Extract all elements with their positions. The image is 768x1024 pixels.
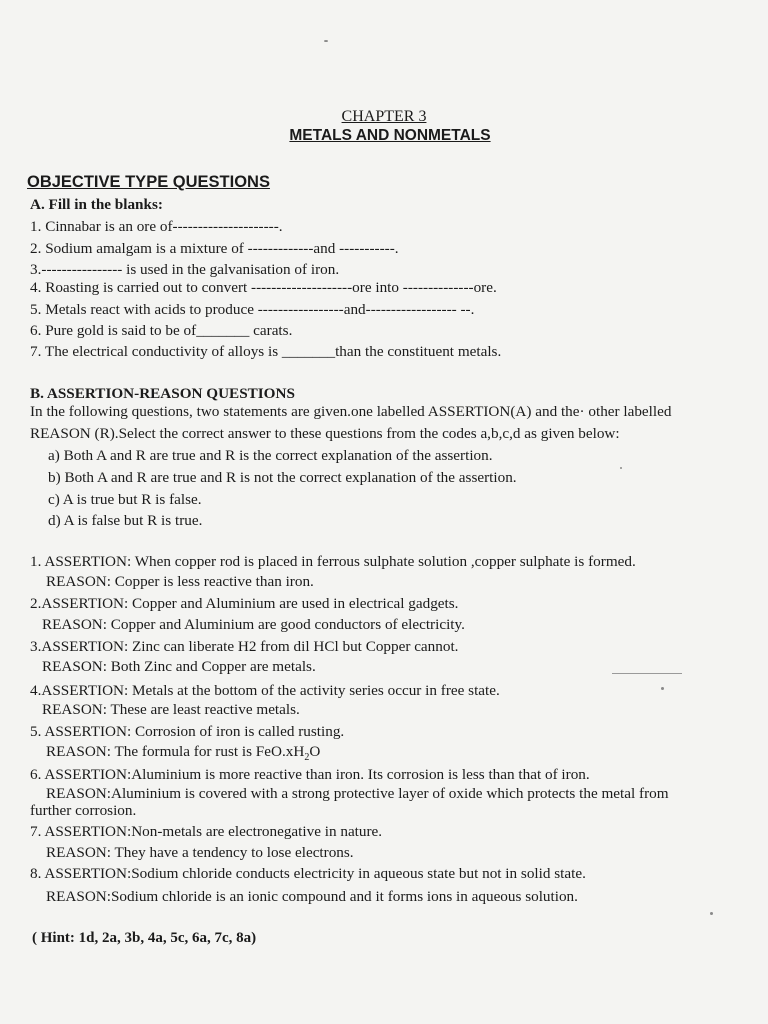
reason: REASON: These are least reactive metals.: [42, 701, 300, 718]
scan-speck: [324, 40, 328, 42]
reason: REASON: Both Zinc and Copper are metals.: [42, 658, 316, 675]
reason: [46, 743, 320, 767]
assertion: 3.ASSERTION: Zinc can liberate H2 from dil HCl but Copper cannot.: [30, 638, 459, 655]
reason-continuation: further corrosion.: [30, 802, 137, 819]
reason-text-end: O: [309, 743, 321, 760]
scan-speck: [661, 687, 664, 690]
fill-blank-item: 1. Cinnabar is an ore of---------------------.: [30, 218, 283, 235]
assertion: 5. ASSERTION: Corrosion of iron is called rusting.: [30, 723, 345, 740]
answer-code: d) A is false but R is true.: [48, 512, 203, 529]
assertion: 8. ASSERTION:Sodium chloride conducts electricity in aqueous state but not in solid state.: [30, 865, 586, 882]
answer-code: b) Both A and R are true and R is not the correct explanation of the assertion.: [48, 469, 517, 486]
fill-blank-item: 6. Pure gold is said to be of_______ carats.: [30, 322, 293, 339]
reason: REASON:Aluminium is covered with a strong protective layer of oxide which protects the metal from: [46, 785, 669, 802]
reason: REASON: Copper is less reactive than iron.: [46, 573, 314, 590]
page-title: METALS AND NONMETALS: [289, 127, 491, 144]
chapter-label: CHAPTER 3: [341, 108, 427, 125]
fill-blank-item: 5. Metals react with acids to produce -----------------and------------------ --.: [30, 301, 475, 318]
assertion: 6. ASSERTION:Aluminium is more reactive than iron. Its corrosion is less than that of iron.: [30, 766, 590, 783]
hint-answers: ( Hint: 1d, 2a, 3b, 4a, 5c, 6a, 7c, 8a): [32, 930, 257, 946]
scan-speck: [710, 912, 713, 915]
section-b-heading: B. ASSERTION-REASON QUESTIONS: [30, 385, 295, 402]
reason-text: REASON: The formula for rust is FeO.xH: [46, 743, 305, 760]
reason-subscript: 2: [304, 752, 310, 764]
answer-code: a) Both A and R are true and R is the correct explanation of the assertion.: [48, 447, 493, 464]
section-b-intro: In the following questions, two statements are given.one labelled ASSERTION(A) and the· other labelled: [30, 403, 672, 420]
reason: REASON:Sodium chloride is an ionic compound and it forms ions in aqueous solution.: [46, 888, 578, 905]
scan-speck: [620, 467, 622, 469]
fill-blank-item: 7. The electrical conductivity of alloys is _______than the constituent metals.: [30, 343, 502, 360]
fill-blank-item: 2. Sodium amalgam is a mixture of -------------and -----------.: [30, 240, 399, 257]
assertion: 2.ASSERTION: Copper and Aluminium are used in electrical gadgets.: [30, 595, 459, 612]
reason: REASON: They have a tendency to lose electrons.: [46, 844, 354, 861]
reason: REASON: Copper and Aluminium are good conductors of electricity.: [42, 616, 465, 633]
section-a-heading: A. Fill in the blanks:: [30, 196, 163, 213]
fill-blank-item: 4. Roasting is carried out to convert --------------------ore into --------------ore.: [30, 279, 497, 296]
section-b-intro: REASON (R).Select the correct answer to these questions from the codes a,b,c,d as given below:: [30, 425, 620, 442]
answer-code: c) A is true but R is false.: [48, 491, 202, 508]
fill-blank-item: 3.---------------- is used in the galvanisation of iron.: [30, 261, 340, 278]
assertion: 1. ASSERTION: When copper rod is placed in ferrous sulphate solution ,copper sulphate is formed.: [30, 553, 636, 570]
assertion: 4.ASSERTION: Metals at the bottom of the activity series occur in free state.: [30, 682, 500, 699]
scan-mark: [612, 673, 682, 674]
assertion: 7. ASSERTION:Non-metals are electronegative in nature.: [30, 823, 383, 840]
objective-heading: OBJECTIVE TYPE QUESTIONS: [27, 173, 270, 191]
